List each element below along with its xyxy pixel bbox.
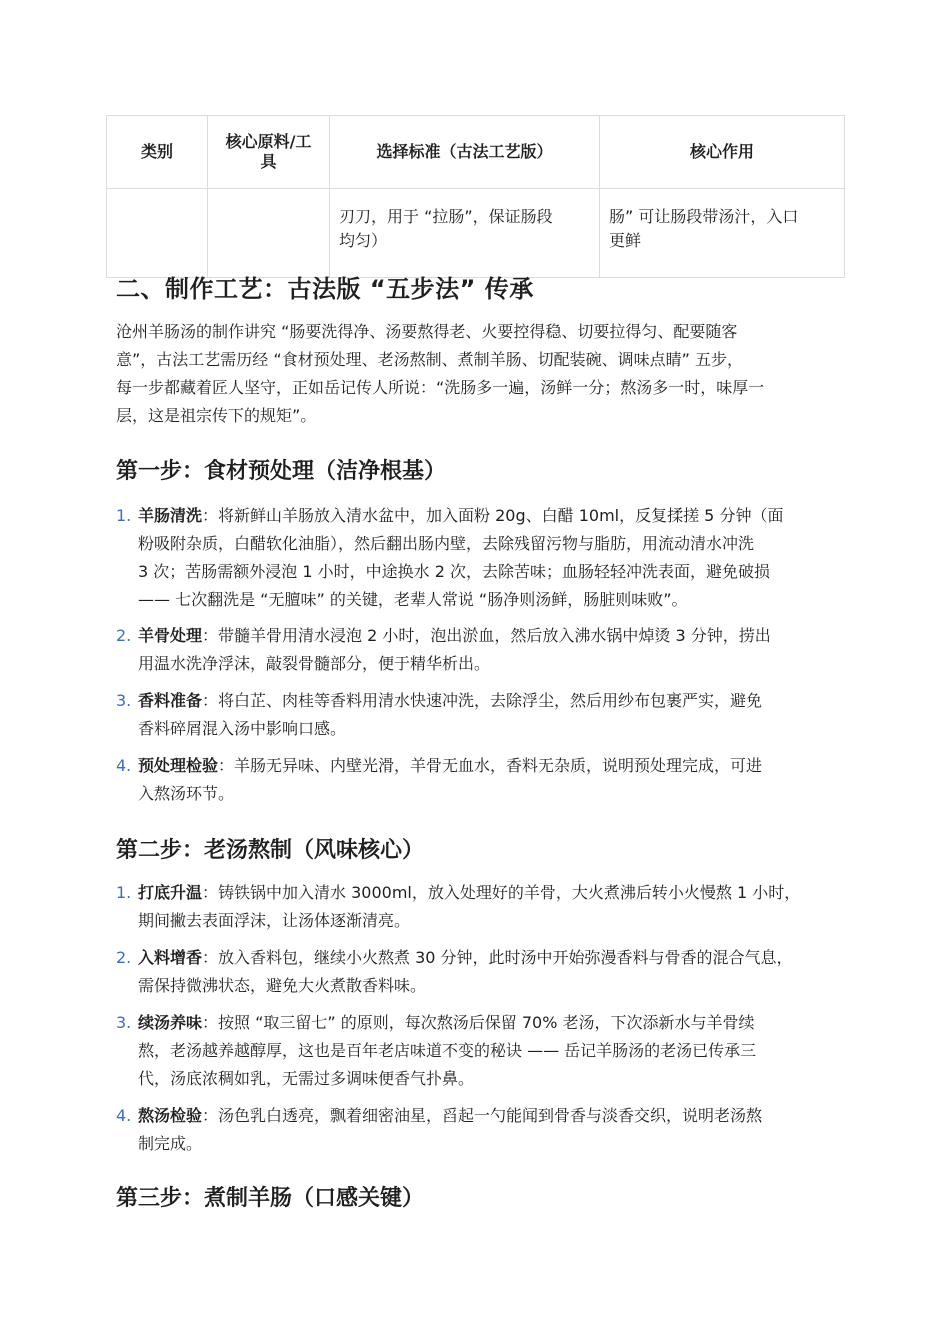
item-label: 预处理检验 [138,756,219,775]
item-text: 香料碎屑混入汤中影响口感。 [138,719,347,738]
list-number: 4. [116,756,132,775]
table-header-core-function: 核心作用 [600,116,845,189]
list-number: 3. [116,691,132,710]
list-number: 1. [116,506,132,525]
item-text: 制完成。 [138,1134,203,1153]
item-text: ：带髓羊骨用清水浸泡 2 小时，泡出淤血，然后放入沸水锅中焯烫 3 分钟，捞出 [202,626,771,645]
paragraph-line: 沧州羊肠汤的制作讲究 “肠要洗得净、汤要熬得老、火要控得稳、切要拉得匀、配要随客 [116,322,738,341]
list-number: 1. [116,883,132,902]
table-cell-material [208,189,330,278]
table-cell-text: 刃刀，用于 “拉肠”，保证肠段 [339,207,553,226]
table-header-core-material-line1: 核心原料/工 [225,132,312,151]
item-text: 熬，老汤越养越醇厚，这也是百年老店味道不变的秘诀 —— 岳记羊肠汤的老汤已传承三 [138,1041,757,1060]
table-row [107,189,845,278]
item-text: ：将白芷、肉桂等香料用清水快速冲洗，去除浮尘，然后用纱布包裹严实，避免 [202,691,763,710]
step1-heading: 第一步：食材预处理（洁净根基） [116,459,447,484]
list-number: 4. [116,1106,132,1125]
table-header-row [107,116,845,189]
item-text: ：羊肠无异味、内壁光滑，羊骨无血水，香料无杂质，说明预处理完成，可进 [218,756,763,775]
table-cell-category [107,189,208,278]
paragraph-line: 层，这是祖宗传下的规矩”。 [116,406,317,425]
item-label: 香料准备 [138,691,203,710]
list-number: 2. [116,626,132,645]
item-text: 3 次；苦肠需额外浸泡 1 小时，中途换水 2 次，去除苦味；血肠轻轻冲洗表面，避免破损 [138,562,770,581]
list-number: 2. [116,948,132,967]
item-text: 期间撇去表面浮沫，让汤体逐渐清亮。 [138,911,411,930]
item-text: ：铸铁锅中加入清水 3000ml，放入处理好的羊骨，大火煮沸后转小火慢熬 1 小时， [202,883,801,902]
paragraph-line: 意”，古法工艺需历经 “食材预处理、老汤熬制、煮制羊肠、切配装碗、调味点睛” 五步， [116,350,744,369]
item-label: 羊肠清洗 [138,506,203,525]
paragraph-line: 每一步都藏着匠人坚守，正如岳记传人所说：“洗肠多一遍，汤鲜一分；熬汤多一时，味厚一 [116,378,765,397]
table-header-core-material-line2: 具 [260,152,277,171]
item-text: 用温水洗净浮沫，敲裂骨髓部分，便于精华析出。 [138,654,491,673]
item-label: 入料增香 [138,948,203,967]
item-text: 粉吸附杂质，白醋软化油脂），然后翻出肠内壁，去除残留污物与脂肪，用流动清水冲洗 [138,534,755,553]
item-text: 需保持微沸状态，避免大火煮散香料味。 [138,976,427,995]
item-label: 续汤养味 [138,1013,203,1032]
table-cell-text: 肠” 可让肠段带汤汁，入口 [609,207,799,226]
table-header-category: 类别 [107,116,208,189]
table-cell-standard [330,189,600,278]
table-cell-function [600,189,845,278]
item-text: —— 七次翻洗是 “无膻味” 的关键，老辈人常说 “肠净则汤鲜，肠脏则味败”。 [138,590,688,609]
item-label: 熬汤检验 [138,1106,203,1125]
section-heading: 二、制作工艺：古法版 “五步法” 传承 [116,275,534,303]
item-text: ：汤色乳白透亮，飘着细密油星，舀起一勺能闻到骨香与淡香交织，说明老汤熬 [202,1106,763,1125]
list-number: 3. [116,1013,132,1032]
table-cell-text: 更鲜 [609,231,642,250]
item-text: ：按照 “取三留七” 的原则，每次熬汤后保留 70% 老汤，下次添新水与羊骨续 [202,1013,755,1032]
item-label: 羊骨处理 [138,626,203,645]
item-text: 入熬汤环节。 [138,784,235,803]
item-text: ：放入香料包，继续小火熬煮 30 分钟，此时汤中开始弥漫香料与骨香的混合气息， [202,948,793,967]
item-text: ：将新鲜山羊肠放入清水盆中，加入面粉 20g、白醋 10ml，反复揉搓 5 分钟（面 [202,506,784,525]
ingredient-table [106,115,845,278]
intro-paragraph [116,318,856,430]
item-label: 打底升温 [138,883,203,902]
table-header-selection-standard: 选择标准（古法工艺版） [330,116,600,189]
item-text: 代，汤底浓稠如乳，无需过多调味便香气扑鼻。 [138,1069,475,1088]
table-cell-text: 均匀） [339,231,388,250]
step3-heading: 第三步：煮制羊肠（口感关键） [116,1186,425,1211]
table-header-core-material [208,116,330,189]
step2-heading: 第二步：老汤熬制（风味核心） [116,838,425,863]
